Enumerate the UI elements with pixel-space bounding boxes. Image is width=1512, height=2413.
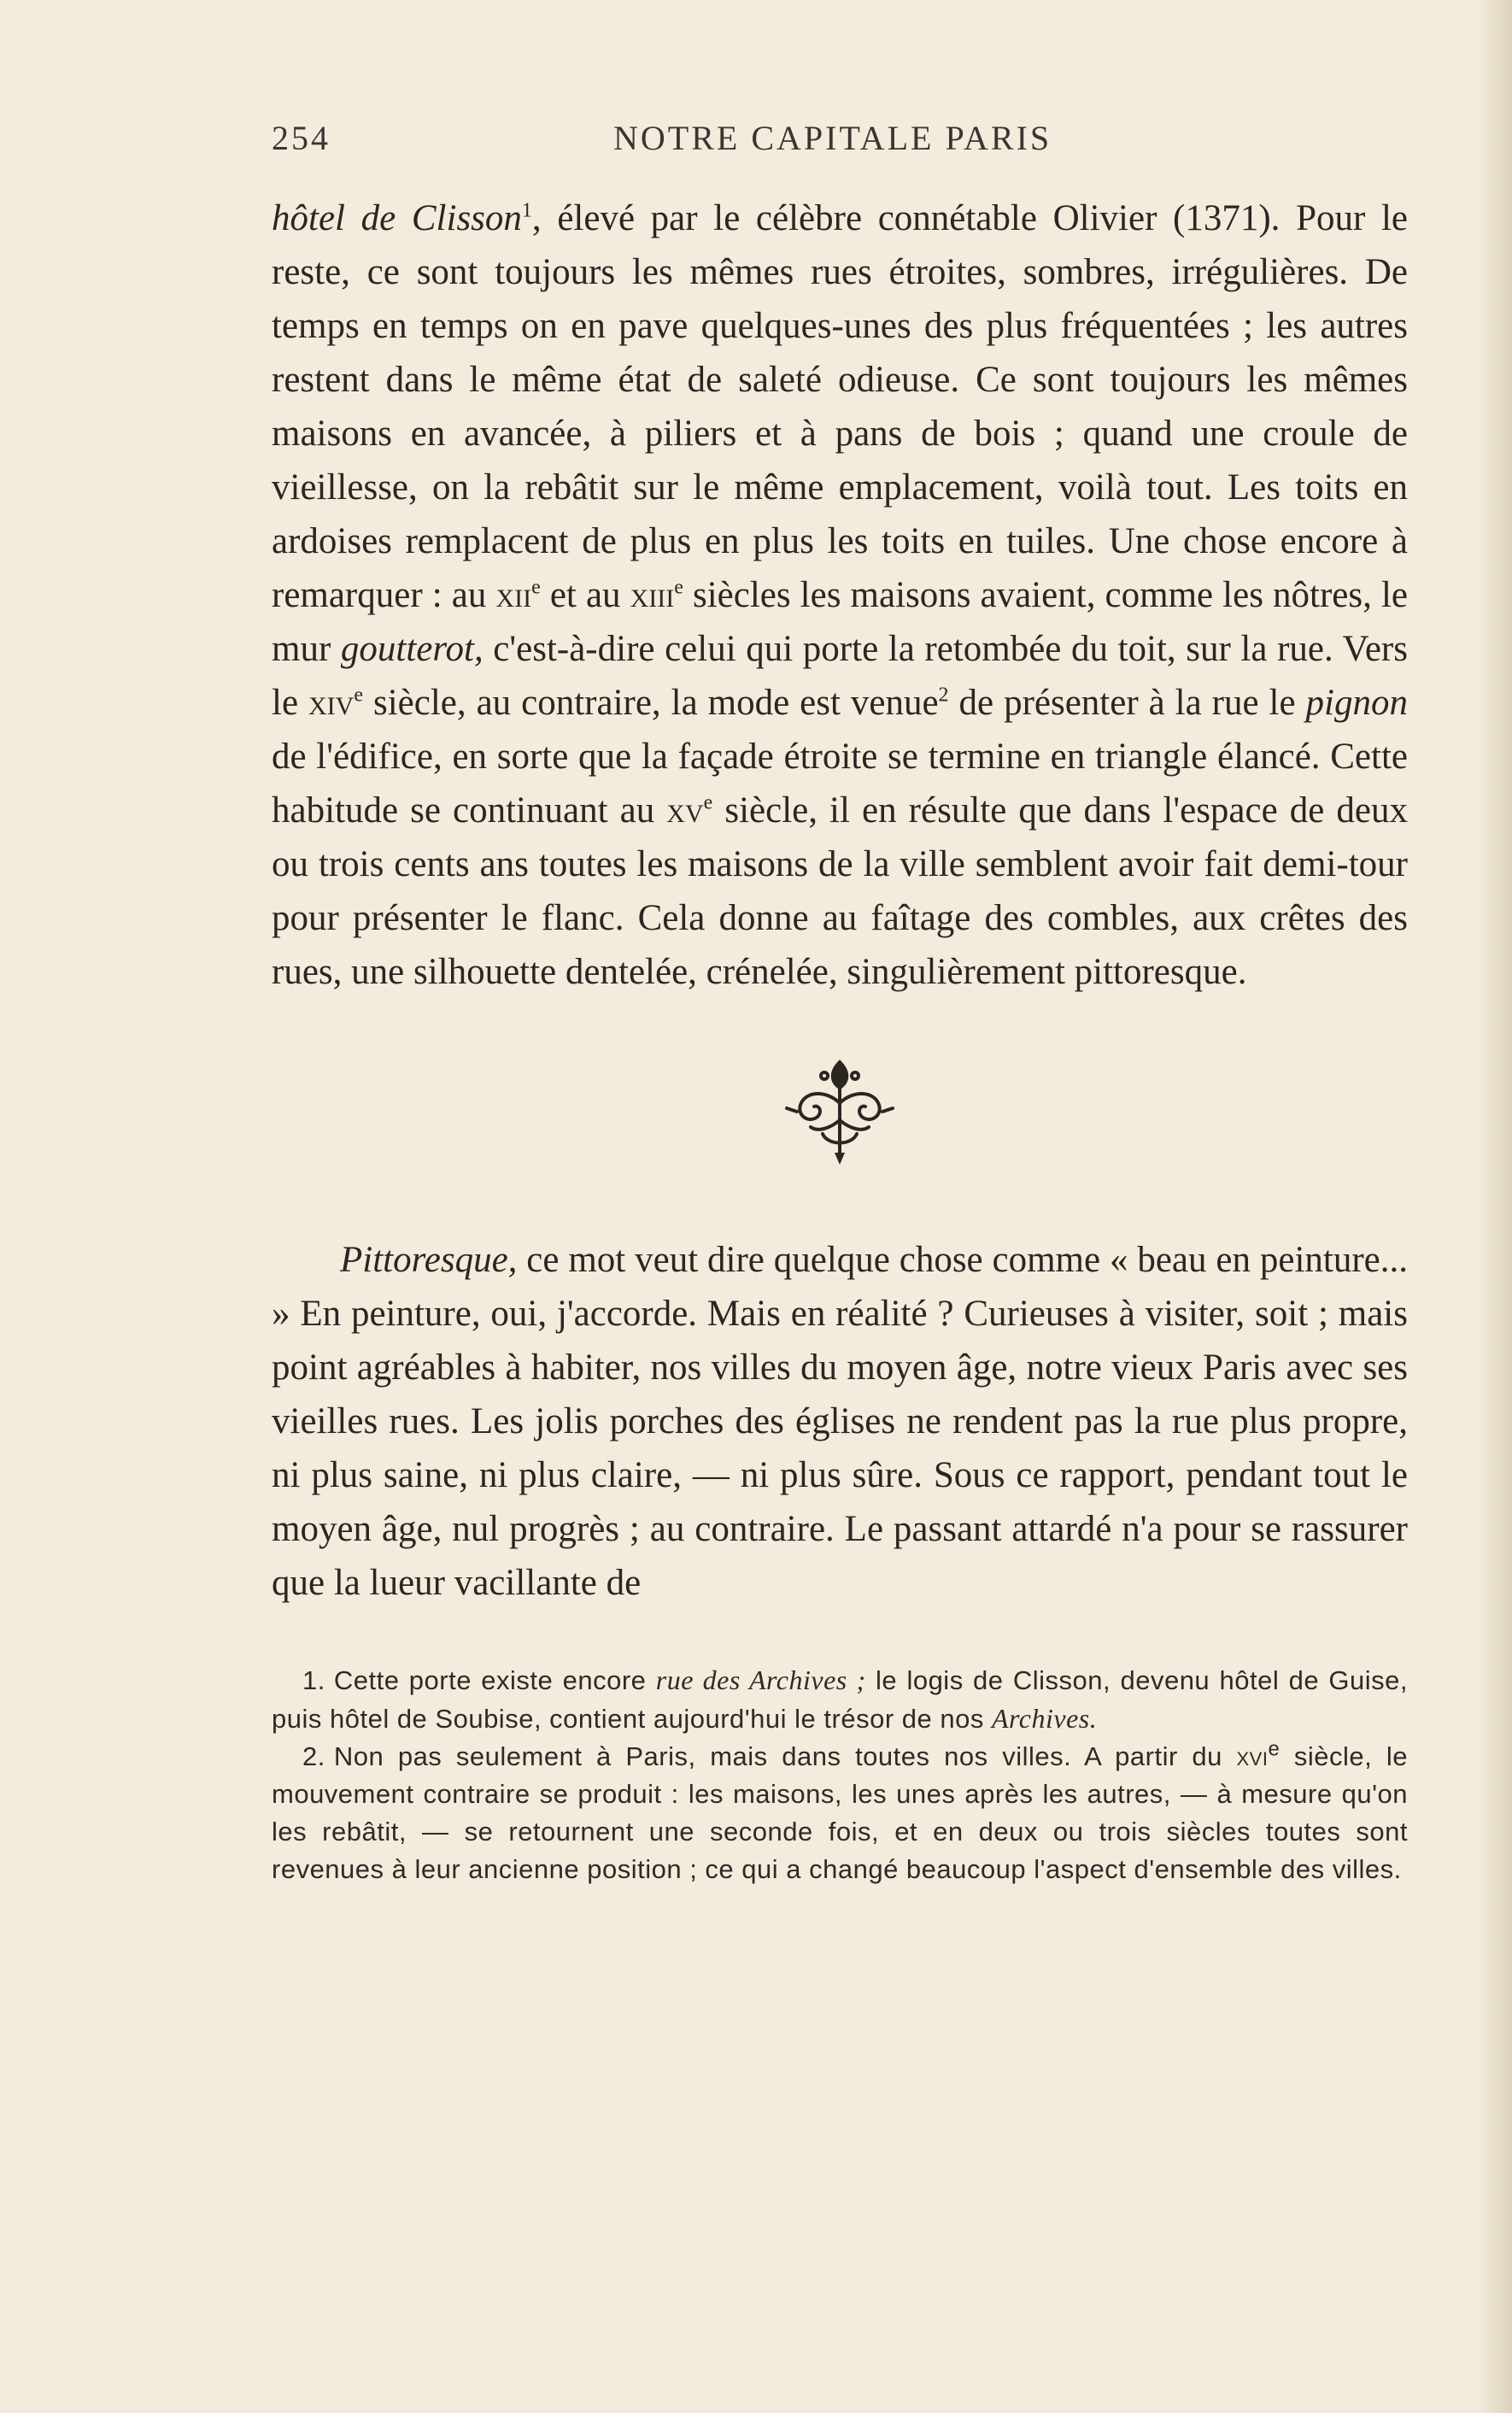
century-numeral: xvi (1236, 1741, 1269, 1771)
page-edge-shadow (1478, 0, 1512, 2413)
century-numeral: xiii (630, 575, 675, 615)
ordinal-suffix: e (354, 684, 363, 707)
text-run: de l'édifice, en sorte que la façade étroite se termine en triangle élancé. Cette habitude se continuant au (272, 737, 1408, 831)
text-run: ce mot veut dire quelque chose comme « beau en peinture... » En peinture, oui, j'accorde. Mais en réalité ? Curieuses à visiter, soit ; mais point agréables à habiter, nos villes du moyen âge, notre vieux Paris avec ses vieilles rues. Les jolis porches des églises ne rendent pas la rue plus propre, ni plus saine, ni plus claire, — ni plus sûre. Sous ce rapport, pendant tout le moyen âge, nul progrès ; au contraire. Le passant attardé n'a pour se rassurer que la lueur vacillante de (272, 1240, 1408, 1603)
century-numeral: xv (666, 790, 704, 831)
footnote-1 (272, 1661, 1408, 1738)
footnotes (272, 1661, 1408, 1888)
text-run: c'est-à-dire celui qui porte la retombée du toit, sur la rue. Vers le (272, 629, 1408, 723)
main-text (272, 191, 1408, 1610)
ordinal-suffix: e (1268, 1737, 1281, 1761)
ordinal-suffix: e (531, 576, 541, 599)
text-run: siècle, le mouvement contraire se produit : les maisons, les unes après les autres, — à mesure qu'on les rebâtit, — se retournent une seconde fois, et en deux ou trois siècles toutes sont revenues à leur ancienne position ; ce qui a changé beaucoup l'aspect d'ensemble des villes. (272, 1741, 1408, 1884)
paragraph-2 (272, 1233, 1408, 1610)
italic-text: goutterot, (340, 629, 483, 669)
italic-text: Archives. (991, 1703, 1098, 1734)
text-run: Non pas seulement à Paris, mais dans toutes nos villes. A partir du (333, 1741, 1237, 1771)
footnote-ref-1: 1 (521, 199, 532, 222)
text-run: siècles les maisons avaient, comme les nôtres, le mur (272, 575, 1408, 669)
text-run: siècle, il en résulte que dans l'espace de deux ou trois cents ans toutes les maisons de la ville semblent avoir fait demi-tour pour présenter le flanc. Cela donne au faîtage des combles, aux crêtes des rues, une silhouette dentelée, crénelée, singulièrement pittoresque. (272, 790, 1409, 992)
footnote-ref-2: 2 (938, 684, 949, 707)
text-run: le logis de Clisson, devenu hôtel de Guise, puis hôtel de Soubise, contient aujourd'hui le trésor de nos (272, 1665, 1408, 1734)
italic-text: pignon (1305, 683, 1408, 723)
text-run: , élevé par le célèbre connétable Olivier (1371). Pour le reste, ce sont toujours les mêmes rues étroites, sombres, irrégulières. De temps en temps on en pave quelques-unes des plus fréquentées ; les autres restent dans le même état de saleté odieuse. Ce sont toujours les mêmes maisons en avancée, à piliers et à pans de bois ; quand une croule de vieillesse, on la rebâtit sur le même emplacement, voilà tout. Les toits en ardoises remplacent de plus en plus les toits en tuiles. Une chose encore à remarquer : au (272, 198, 1409, 615)
text-run: Cette porte existe encore (333, 1665, 656, 1695)
century-numeral: xii (495, 575, 532, 615)
footnote-2 (272, 1738, 1408, 1888)
text-run: de présenter à la rue le (948, 683, 1306, 723)
century-numeral: xiv (308, 683, 355, 723)
page-number: 254 (272, 119, 331, 157)
footnote-number: 1. (302, 1665, 325, 1695)
footnote-number: 2. (302, 1741, 325, 1771)
paragraph-1 (272, 191, 1408, 999)
fleuron-icon (780, 1052, 900, 1171)
text-run: siècle, au contraire, la mode est venue (363, 683, 939, 723)
text-run: et au (540, 575, 630, 615)
ordinal-suffix: e (703, 791, 713, 814)
ordinal-suffix: e (674, 576, 683, 599)
running-head (272, 118, 1408, 169)
italic-text: rue des Archives ; (655, 1664, 866, 1695)
italic-text: hôtel de Clisson (272, 198, 522, 238)
italic-text: Pittoresque, (340, 1240, 518, 1280)
book-page (272, 118, 1408, 1888)
running-title: NOTRE CAPITALE PARIS (613, 119, 1052, 157)
